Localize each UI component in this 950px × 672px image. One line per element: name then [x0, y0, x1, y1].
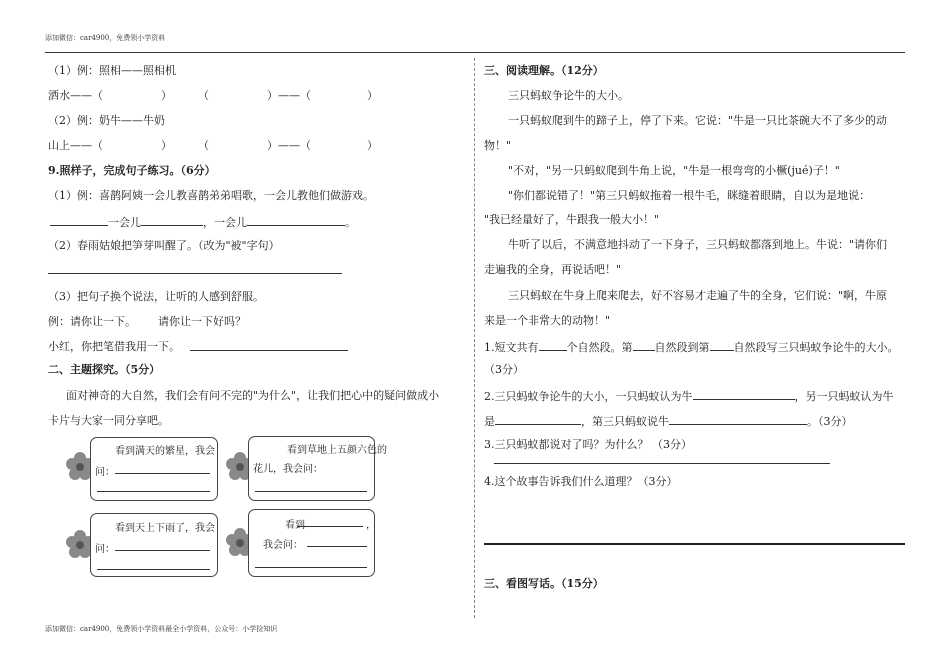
- question-3: 3.三只蚂蚁都说对了吗？为什么？ （3分）: [484, 438, 692, 451]
- card-4-answer-line-1[interactable]: [307, 546, 367, 547]
- section-2-intro-1: 面对神奇的大自然，我们会有问不完的"为什么"，让我们把心中的疑问做成小: [66, 389, 440, 402]
- card-4-answer-line-2[interactable]: [255, 567, 367, 568]
- q9-3: （3）把句子换个说法，让听的人感到舒服。: [48, 290, 264, 303]
- q9-1-example: （1）例：喜鹊阿姨一会儿教喜鹊弟弟唱歌，一会儿教他们做游戏。: [48, 189, 374, 202]
- column-divider: [474, 58, 475, 618]
- paragraph-4a: 牛听了以后，不满意地抖动了一下身子，三只蚂蚁都落到地上。牛说："请你们: [508, 238, 888, 251]
- ex2-line: 山上——（ ） （ ）——（ ）: [48, 139, 378, 152]
- q1-blank-3[interactable]: [710, 339, 734, 351]
- section-2-title: 二、主题探究。（5分）: [48, 363, 161, 376]
- q9-1-blank-1[interactable]: [50, 214, 108, 226]
- q2-blank-3[interactable]: [669, 413, 807, 425]
- paragraph-4b: 走遍我的全身，再说话吧！": [484, 263, 622, 276]
- header-rule: [45, 52, 905, 53]
- q9-3-example-a: 例：请你让一下。: [48, 315, 136, 328]
- question-1: 1.短文共有 个自然段。第 自然段到第 自然段写三只蚂蚁争论牛的大小。: [484, 341, 899, 354]
- paragraph-1a: 一只蚂蚁爬到牛的蹄子上，停了下来。它说："牛是一只比茶碗大不了多少的动: [508, 114, 888, 127]
- section-4-title: 三、看图写话。（15分）: [484, 577, 604, 590]
- q9-3-example-b: 请你让一下好吗？: [158, 315, 246, 328]
- question-card-1: 看到满天的繁星，我会 问：: [90, 437, 218, 501]
- q2-blank-2[interactable]: [495, 413, 581, 425]
- section-2-intro-2: 卡片与大家一同分享吧。: [48, 414, 169, 427]
- card-2-answer-line[interactable]: [255, 491, 367, 492]
- ex2-example: （2）例：奶牛——牛奶: [48, 114, 165, 127]
- ex1-example: （1）例：照相——照相机: [48, 64, 176, 77]
- q3-answer-line[interactable]: [494, 463, 830, 464]
- card-3-answer-line-1[interactable]: [115, 550, 210, 551]
- card-3-answer-line-2[interactable]: [97, 569, 210, 570]
- question-card-2: 看到草地上五颜六色的 花儿，我会问：: [248, 436, 375, 501]
- question-4: 4.这个故事告诉我们什么道理？（3分）: [484, 475, 678, 488]
- question-1-score: （3分）: [484, 363, 524, 376]
- q9-1-blank-3[interactable]: [247, 214, 345, 226]
- card-1-answer-line-2[interactable]: [97, 491, 210, 492]
- question-2-line-1: 2.三只蚂蚁争论牛的大小，一只蚂蚁认为牛 ，另一只蚂蚁认为牛: [484, 390, 894, 403]
- question-2-line-2: 是 ，第三只蚂蚁说牛 。（3分）: [484, 415, 853, 428]
- page-header: 添加微信：car4900，免费领小学资料: [45, 34, 166, 42]
- paragraph-3b: "我已经量好了，牛跟我一般大小！": [484, 213, 660, 226]
- q9-1-line: 一会儿 ，一会儿 。: [50, 214, 356, 230]
- q4-answer-line[interactable]: [484, 543, 905, 545]
- q9-2-answer-line[interactable]: [48, 273, 342, 274]
- section-3-title: 三、阅读理解。（12分）: [484, 64, 604, 77]
- q2-blank-1[interactable]: [693, 388, 795, 400]
- q1-blank-1[interactable]: [539, 339, 567, 351]
- paragraph-2: "不对，"另一只蚂蚁爬到牛角上说，"牛是一根弯弯的小橛(jué)子！": [508, 164, 840, 177]
- paragraph-5a: 三只蚂蚁在牛身上爬来爬去，好不容易才走遍了牛的全身，它们说："啊，牛原: [508, 289, 888, 302]
- card-4-blank[interactable]: [297, 526, 363, 527]
- story-title: 三只蚂蚁争论牛的大小。: [508, 89, 629, 102]
- question-card-4: 看到 ， 我会问：: [248, 509, 375, 577]
- q9-2: （2）春雨姑娘把笋芽叫醒了。（改为"被"字句）: [48, 239, 280, 252]
- paragraph-1b: 物！": [484, 139, 512, 152]
- q1-blank-2[interactable]: [633, 339, 655, 351]
- paragraph-3a: "你们都说错了！"第三只蚂蚁拖着一根牛毛，眯缝着眼睛，自以为是地说：: [508, 189, 871, 202]
- q9-3-task: 小红，你把笔借我用一下。: [48, 340, 180, 353]
- q9-title: 9.照样子，完成句子练习。（6分）: [48, 164, 216, 177]
- question-card-3: 看到天上下雨了，我会 问：: [90, 513, 218, 577]
- q9-1-blank-2[interactable]: [141, 214, 203, 226]
- q9-3-answer-line[interactable]: [190, 350, 348, 351]
- page-footer: 添加微信：car4900，免费领小学资料最全小学资料，公众号：小学捡知识: [45, 625, 278, 633]
- card-1-answer-line-1[interactable]: [115, 473, 210, 474]
- paragraph-5b: 来是一个非常大的动物！": [484, 314, 611, 327]
- ex1-line: 洒水——（ ） （ ）——（ ）: [48, 89, 378, 102]
